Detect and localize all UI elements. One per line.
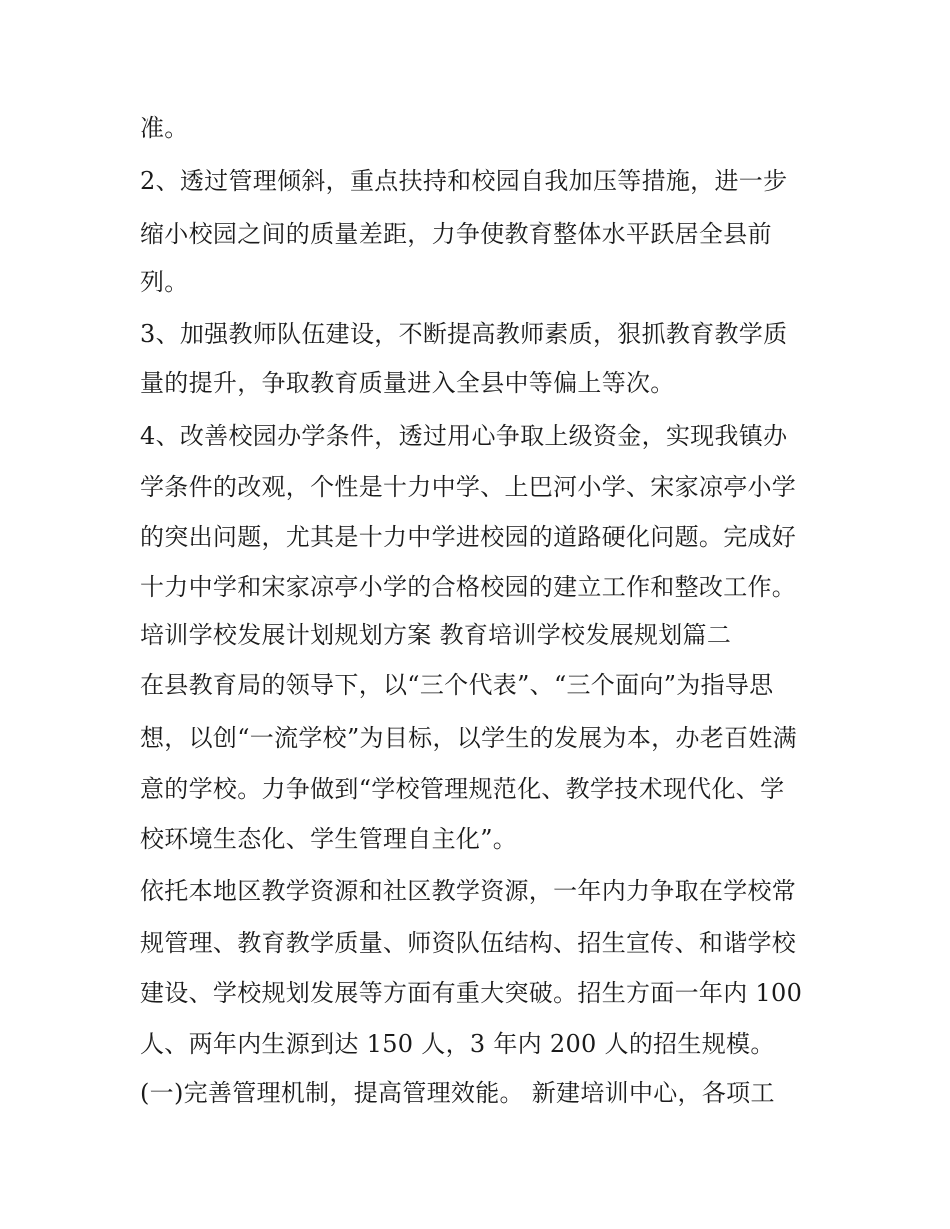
text-line: 学条件的改观，个性是十力中学、上巴河小学、宋家凉亭小学 <box>140 473 797 501</box>
text-line: 建设、学校规划发展等方面有重大突破。招生方面一年内 100 <box>140 979 803 1007</box>
text-line: 十力中学和宋家凉亭小学的合格校园的建立工作和整改工作。 <box>140 573 797 601</box>
text-line: 意的学校。力争做到“学校管理规范化、教学技术现代化、学 <box>140 775 785 803</box>
text-line: 人、两年内生源到达 150 人，3 年内 200 人的招生规模。 <box>140 1030 775 1058</box>
text-line: 准。 <box>140 114 189 142</box>
text-line: (一)完善管理机制，提高管理效能。 新建培训中心，各项工 <box>140 1079 775 1107</box>
text-line: 列。 <box>140 268 189 296</box>
text-line: 缩小校园之间的质量差距，力争使教育整体水平跃居全县前 <box>140 220 772 248</box>
text-line: 想，以创“一流学校”为目标，以学生的发展为本，办老百姓满 <box>140 724 797 752</box>
text-line: 依托本地区教学资源和社区教学资源，一年内力争取在学校常 <box>140 877 797 905</box>
section-heading: 培训学校发展计划规划方案 教育培训学校发展规划篇二 <box>140 621 732 649</box>
text-line: 2、透过管理倾斜，重点扶持和校园自我加压等措施，进一步 <box>140 167 788 195</box>
text-line: 3、加强教师队伍建设，不断提高教师素质，狠抓教育教学质 <box>140 320 788 348</box>
text-line: 的突出问题，尤其是十力中学进校园的道路硬化问题。完成好 <box>140 523 797 551</box>
text-line: 规管理、教育教学质量、师资队伍结构、招生宣传、和谐学校 <box>140 929 797 957</box>
text-line: 4、改善校园办学条件，透过用心争取上级资金，实现我镇办 <box>140 422 788 450</box>
text-line: 校环境生态化、学生管理自主化”。 <box>140 825 518 853</box>
text-line: 量的提升，争取教育质量进入全县中等偏上等次。 <box>140 369 675 397</box>
text-line: 在县教育局的领导下，以“三个代表”、“三个面向”为指导思 <box>140 671 774 699</box>
